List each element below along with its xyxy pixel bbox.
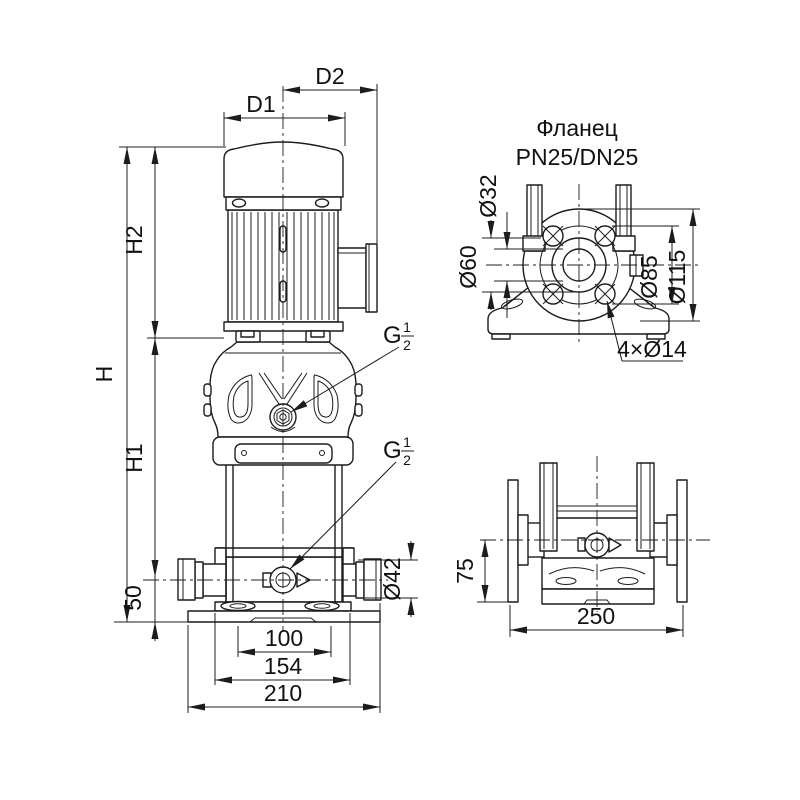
front-view	[91, 63, 418, 713]
dim-label-dia42: Ø42	[379, 557, 405, 601]
terminal-box	[338, 244, 377, 312]
dim-label-75: 75	[452, 558, 478, 584]
svg-text:G: G	[383, 322, 402, 349]
svg-text:1: 1	[403, 434, 411, 450]
dim-label-d1: D1	[246, 91, 276, 117]
fan-cover	[224, 142, 343, 210]
svg-text:1: 1	[403, 319, 411, 335]
svg-text:2: 2	[403, 337, 411, 353]
dim-label-d2: D2	[315, 63, 345, 89]
suction-port	[178, 559, 226, 600]
pump-base	[188, 602, 380, 623]
dim-label-h2: H2	[121, 225, 147, 255]
dim-label-100: 100	[264, 625, 304, 651]
dim-label-154: 154	[263, 653, 303, 679]
side-base	[542, 558, 654, 604]
dim-label-dia85: Ø85	[636, 255, 662, 299]
thread-label-vent	[383, 319, 414, 353]
svg-text:G: G	[383, 437, 402, 464]
dim-label-h1: H1	[121, 443, 147, 473]
side-view	[452, 456, 710, 637]
dim-label-dia32: Ø32	[475, 174, 501, 218]
thread-label-drain	[383, 434, 414, 468]
dim-label-dia115: Ø115	[664, 249, 690, 305]
flange-subtitle: PN25/DN25	[515, 144, 639, 170]
dim-label-50: 50	[120, 585, 146, 611]
dim-label-h: H	[91, 365, 117, 383]
svg-text:2: 2	[403, 452, 411, 468]
flange-title: Фланец	[536, 115, 618, 141]
dim-label-250: 250	[576, 603, 616, 629]
motor	[224, 142, 377, 342]
discharge-port	[343, 559, 381, 600]
dim-label-dia60: Ø60	[455, 245, 481, 289]
pump-casing	[178, 465, 381, 602]
dim-label-4xdia14: 4×Ø14	[617, 336, 687, 362]
flange-view	[455, 115, 702, 362]
dim-label-210: 210	[263, 680, 303, 706]
